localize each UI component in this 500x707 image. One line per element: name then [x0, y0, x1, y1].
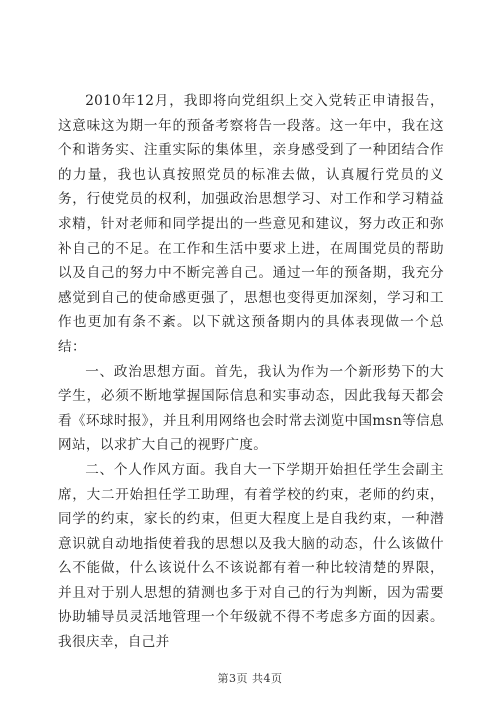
paragraph-personal-conduct: 二、个人作风方面。我自大一下学期开始担任学生会副主席，大二开始担任学工助理，有着学校的约束，老师的约束，同学的约束，家长的约束，但更大程度上是自我约束，一种潜意识就自动地指使着我的思想以及我大脑的动态，什么该做什么不能做，什么该说什么不该说都有着一种比较清楚的界限，并且对于别人思想的猜测也多于对自己的行为判断，因为需要协助辅导员灵活地管理一个年级就不得不考虑多方面的因素。我很庆幸，自己并 — [58, 461, 444, 651]
page-number-footer: 第3页 共4页 — [217, 672, 283, 685]
paragraph-intro: 2010年12月，我即将向党组织上交入党转正申请报告，这意味这为期一年的预备考察将告一段落。这一年中，我在这个和谐务实、注重实际的集体里，亲身感受到了一种团结合作的力量，我也认真按照党员的标准去做，认真履行党员的义务，行使党员的权利，加强政治思想学习、对工作和学习精益求精，针对老师和同学提出的一些意见和建议，努力改正和弥补自己的不足。在工作和生活中要求上进，在周围党员的帮助以及自己的努力中不断完善自己。通过一年的预备期，我充分感觉到自己的使命感更强了，思想也变得更加深刻，学习和工作也更加有条不紊。以下就这预备期内的具体表现做一个总结： — [58, 93, 444, 355]
document-body — [58, 89, 444, 655]
paragraph-political-thought: 一、政治思想方面。首先，我认为作为一个新形势下的大学生，必须不断地掌握国际信息和实事动态，因此我每天都会看《环球时报》，并且利用网络也会时常去浏览中国msn等信息网站，以求扩大自己的视野广度。 — [58, 363, 444, 454]
